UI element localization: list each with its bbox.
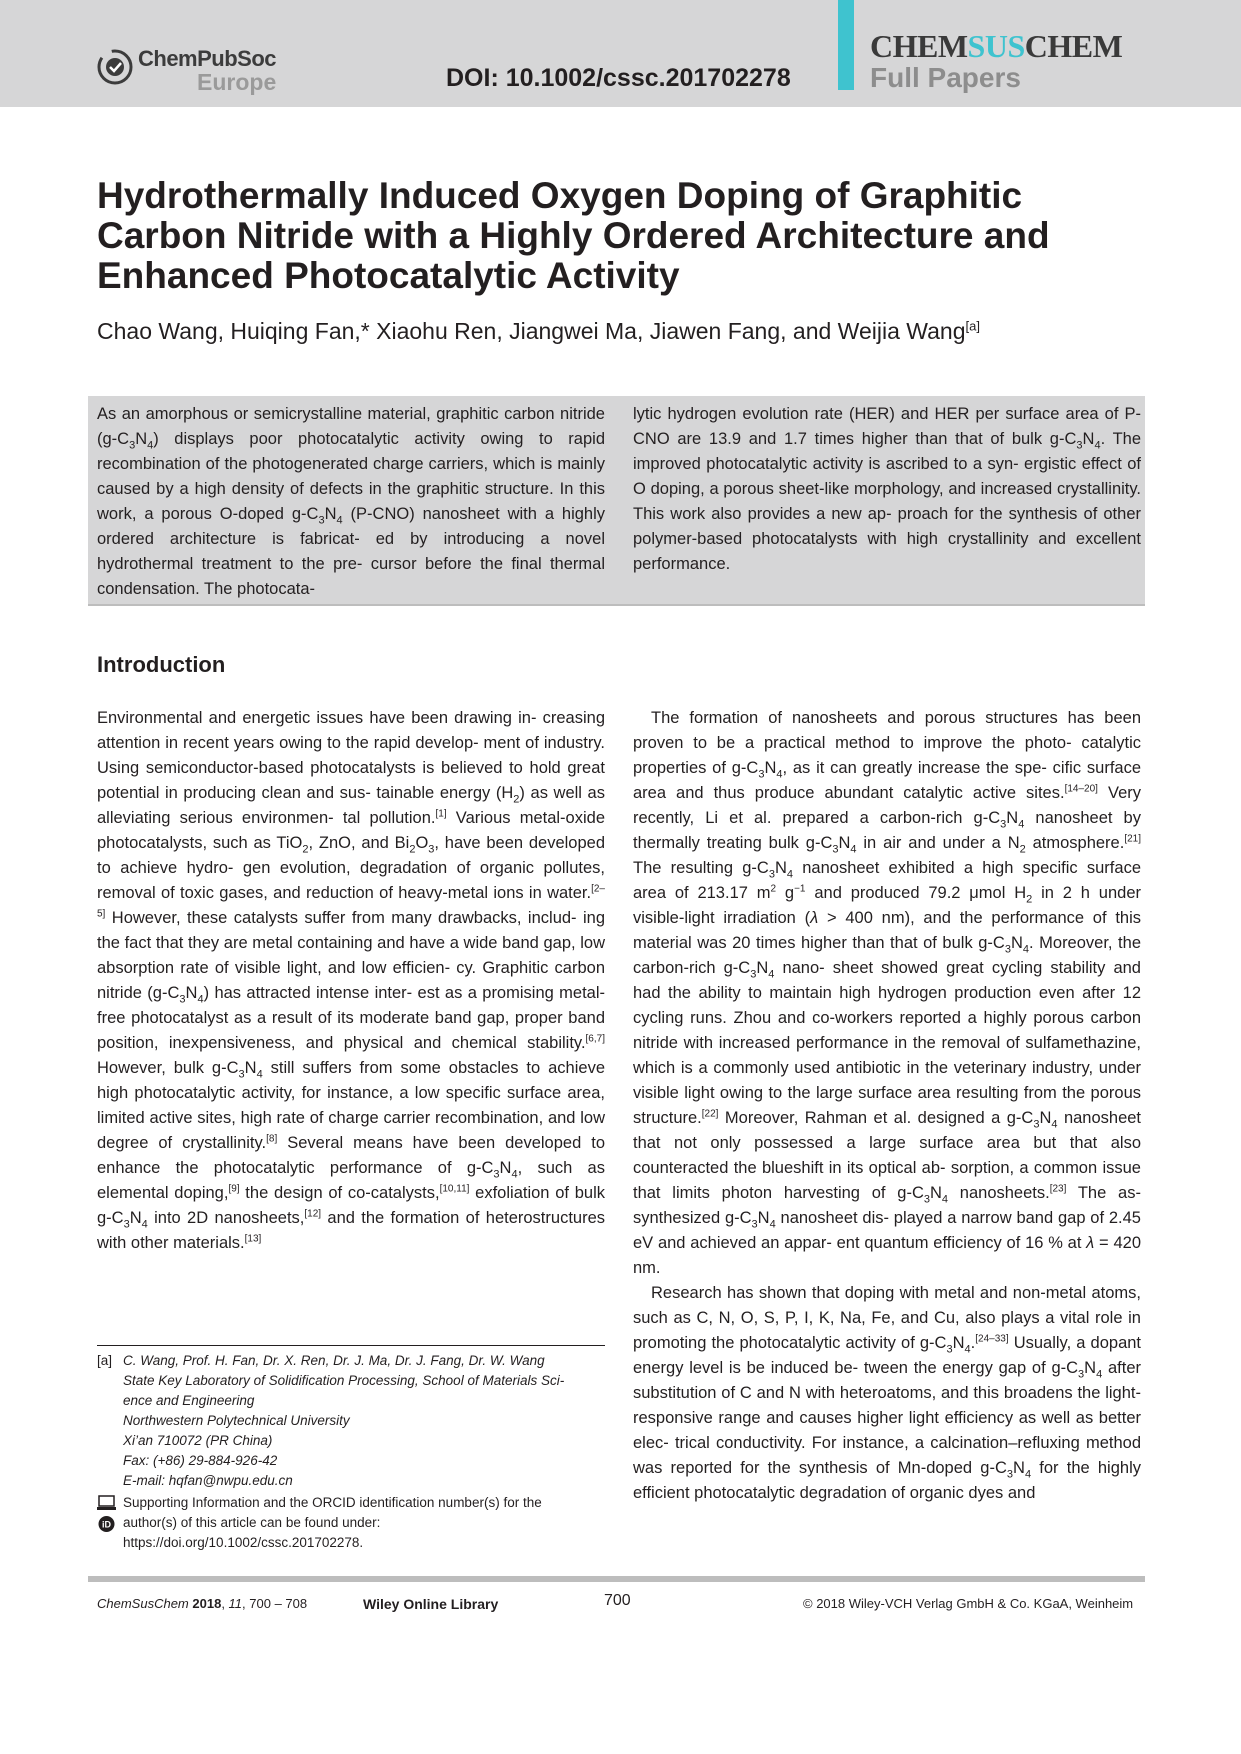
logo-text-chempubsoc: ChemPubSoc [138,46,277,71]
section-type: Full Papers [870,62,1021,93]
abstract-text-left: As an amorphous or semicrystalline material, graphitic carbon nitride $(g-C_3N_4)$ displays poor photocatalytic activity owing to rapid recombination of the photogenerated charge carriers, which is mainly caused by a high density of defects in the graphitic structure. In this work, a porous O-doped $g-C_3N_4$ (P-CNO) nanosheet with a highly ordered architecture is fabricat- ed by introducing a novel hydrothermal treatment to the pre- cursor before the final thermal condensation. The photocata- [97,405,606,598]
body-paragraph: Research has shown that doping with metal and non-metal atoms, such as C, N, O, S, P, I, K, Na, Fe, and Cu, also plays a vital role in promoting the photocatalytic activity of $g-C_3N_4.[24-33]$ Usually, a dopant energy level is be induced be- tween the energy gap of $g-C_3N_4$ after substitution of C and N with heteroatoms, and this broadens the light-responsive range and causes higher light efficiency as well as better elec- trical conductivity. For instance, a calcination–refluxing method was reported for the synthesis of Mn-doped $g-C_3N_4$ for the highly efficient photocatalytic degradation of organic dyes and [633,1284,1142,1502]
journal-name-part-2: SUS [967,28,1025,64]
authors-text: Chao Wang, Huiqing Fan,* Xiaohu Ren, Jiangwei Ma, Jiawen Fang, and Weijia Wang [97,318,966,344]
footer-journal: ChemSusChem [97,1596,189,1611]
wiley-online-library-link[interactable]: Wiley Online Library [363,1596,499,1612]
affiliation-line: Northwestern Polytechnical University [123,1413,350,1428]
affiliation-lines [123,1351,603,1491]
affiliation-mark: [a] [965,318,980,334]
article-title: Hydrothermally Induced Oxygen Doping of Graphitic Carbon Nitride with a Highly Ordered Architecture and Enhanced Photocatalytic Activity [97,175,1050,296]
supporting-info-line: Supporting Information and the ORCID identification number(s) for the [123,1495,542,1510]
supporting-info-link[interactable]: https://doi.org/10.1002/cssc.201702278. [123,1535,364,1550]
body-text-right [633,706,1141,1506]
svg-text:iD: iD [102,1519,111,1530]
affiliation-tag: [a] [97,1353,113,1368]
supporting-info-line: author(s) of this article can be found under: [123,1515,381,1530]
footer-volume: 11 [228,1596,243,1611]
supporting-info-icons [97,1495,117,1535]
citation-footer: ChemSusChem 2018, 11, 700 – 708 [97,1596,308,1611]
author-list [97,318,1137,345]
affiliation-line: State Key Laboratory of Solidification Processing, School of Materials Sci- [123,1373,565,1388]
body-text-left: Environmental and energetic issues have been drawing in- creasing attention in recent years owing to the rapid develop- ment of industry. Using semiconductor-based photocatalysts is believed to hold great potential in producing clean and sus- tainable energy $(H_2)$ as well as alleviating serious environmen- tal pollution.[1] Various metal-oxide photocatalysts, such as TiO$_2$, ZnO, and $Bi_2O_3$, have been developed to achieve hydro- gen evolution, degradation of organic pollutes, removal of toxic gases, and reduction of heavy-metal ions in water.[2–5] However, these catalysts suffer from many drawbacks, includ- ing the fact that they are metal containing and have a wide band gap, low absorption rate of visible light, and low efficien- cy. Graphitic carbon nitride $(g-C_3N_4)$ has attracted intense inter- est as a promising metal-free photocatalyst as a result of its moderate band gap, proper band position, inexpensiveness, and physical and chemical stability.[6,7] However, bulk $g-C_3N_4$ still suffers from some obstacles to achieve high photocatalytic activity, for instance, a low specific surface area, limited active sites, high rate of charge carrier recombination, and low degree of crystallinity.[8] Several means have been developed to enhance the photocatalytic performance of $g-C_3N_4$, such as elemental doping,[9] the design of co-catalysts,[10,11] exfoliation of bulk $g-C_3N_4$ into 2D nanosheets,[12] and the formation of heterostructures with other materials.[13] [97,709,606,1252]
footnote-divider [97,1345,605,1346]
journal-name-part-3: CHEM [1024,28,1123,64]
copyright-notice: © 2018 Wiley-VCH Verlag GmbH & Co. KGaA, Weinheim [803,1596,1134,1611]
chempubsoc-logo-icon [96,48,134,86]
body-paragraph: The formation of nanosheets and porous structures has been proven to be a practical method to improve the photo- catalytic properties of $g-C_3N_4$, as it can greatly increase the spe- cific surface area and thus produce abundant catalytic active sites.[14–20] Very recently, Li et al. prepared a carbon-rich $g-C_3N_4$ nanosheet by thermally treating bulk $g-C_3N_4$ in air and under a $N_2$ atmosphere.[21] The resulting $g-C_3N_4$ nanosheet exhibited a high specific surface area of 213.17 $m^2$ $g^{-1}$ and produced 79.2 μmol $H_2$ in 2 h under visible-light irradiation (λ > 400 nm), and the performance of this material was 20 times higher than that of bulk $g-C_3N_4$. Moreover, the carbon-rich $g-C_3N_4$ nano- sheet showed great cycling stability and had the ability to maintain high hydrogen production even after 12 cycling runs. Zhou and co-workers reported a highly porous carbon nitride with increased performance in the removal of sulfamethazine, which is a commonly used antibiotic in the veterinary industry, under visible light owing to the large surface area resulting from the porous structure.[22] Moreover, Rahman et al. designed a $g-C_3N_4$ nanosheet that not only possessed a large surface area but that also counteracted the blueshift in its optical ab- sorption, a common issue that limits photon harvesting of $g-C_3N_4$ nanosheets.[23] The as-synthesized $g-C_3N_4$ nanosheet dis- played a narrow band gap of 2.45 eV and achieved an appar- ent quantum efficiency of 16 % at λ = 420 nm. [633,709,1142,1277]
journal-accent-bar [838,0,854,90]
publisher-logo[interactable] [96,44,296,100]
article-doi[interactable]: DOI: 10.1002/cssc.201702278 [446,64,791,92]
affiliation-email[interactable]: E-mail: hqfan@nwpu.edu.cn [123,1473,293,1488]
orcid-icon [99,1516,115,1532]
abstract-text-right: lytic hydrogen evolution rate (HER) and HER per surface area of P-CNO are 13.9 and 1.7 times higher than that of bulk $g-C_3N_4$. The improved photocatalytic activity is ascribed to a syn- ergistic effect of O doping, a porous sheet-like morphology, and increased crystallinity. This work also provides a new ap- proach for the synthesis of other polymer-based photocatalysts with high crystallinity and excellent performance. [633,405,1142,573]
footer-pages: 700 – 708 [249,1596,308,1611]
affiliation-line: ence and Engineering [123,1393,255,1408]
journal-name[interactable] [870,28,1122,65]
affiliation-line: Fax: (+86) 29-884-926-42 [123,1453,278,1468]
supporting-info-text [123,1493,603,1553]
affiliation-line: C. Wang, Prof. H. Fan, Dr. X. Ren, Dr. J. Ma, Dr. J. Fang, Dr. W. Wang [123,1353,545,1368]
footer-year: 2018 [192,1596,222,1611]
computer-icon [97,1496,116,1510]
journal-name-part-1: CHEM [870,28,968,64]
section-heading-introduction: Introduction [97,652,226,677]
logo-text-europe: Europe [197,69,277,95]
page-number: 700 [604,1592,631,1609]
affiliation-line: Xi’an 710072 (PR China) [123,1433,273,1448]
footer-divider [88,1576,1145,1582]
